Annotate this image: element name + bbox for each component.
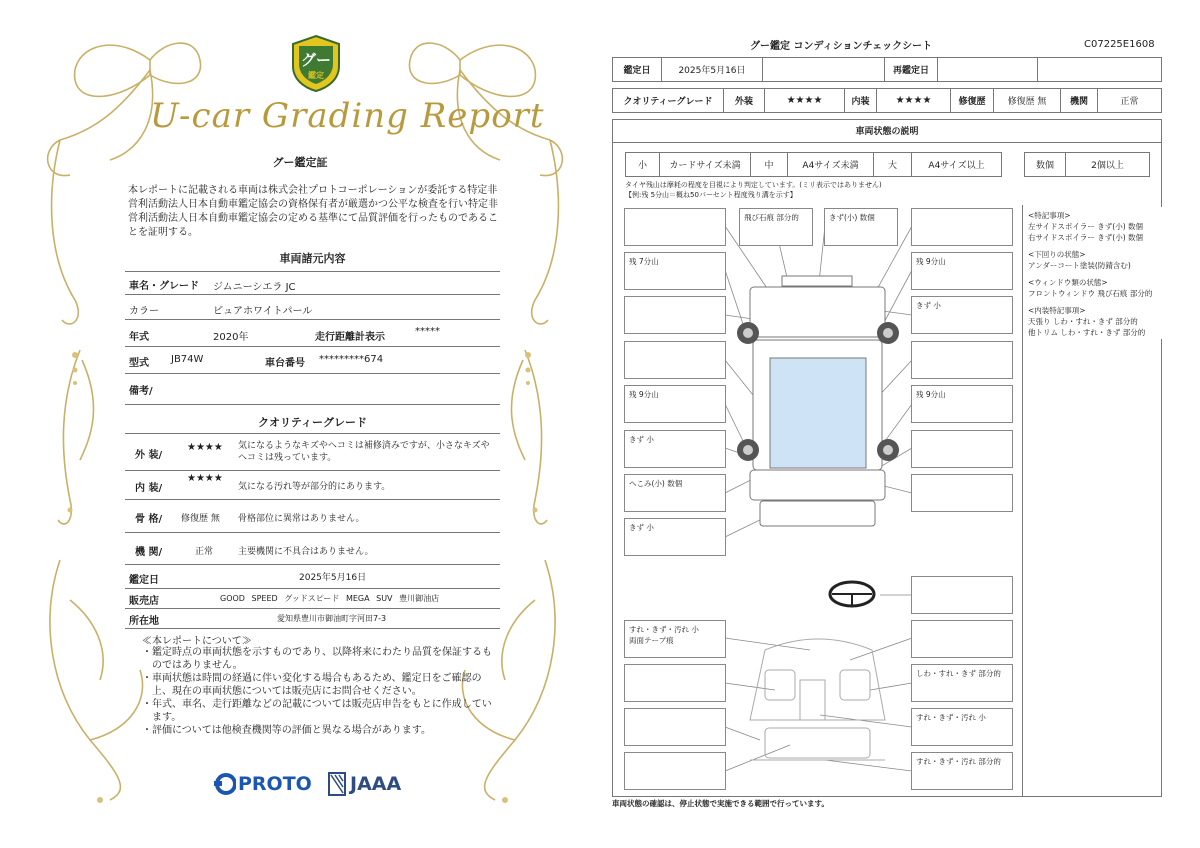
chassis-label: 車台番号 xyxy=(265,358,305,369)
year-label: 年式 xyxy=(129,332,149,343)
quality-row-frame xyxy=(125,500,500,533)
model-label: 型式 xyxy=(129,358,149,369)
damage-text: 残 7分山 xyxy=(629,257,659,266)
jaaa-logo: JAAA xyxy=(350,773,402,795)
frame-label: 骨 格/ xyxy=(135,514,163,525)
exterior-comment: 気になるようなキズやヘコミは補修済みですが、小さなキズやヘコミは残っています。 xyxy=(238,441,490,463)
damage-box xyxy=(624,341,726,379)
date-label-cell: 鑑定日 xyxy=(612,57,662,82)
damage-box xyxy=(911,296,1013,334)
size-large-cell: 大 xyxy=(873,152,912,177)
damage-box xyxy=(911,252,1013,290)
size-large-desc: A4サイズ以上 xyxy=(911,152,1002,177)
damage-box xyxy=(624,385,726,423)
state-title: 車両状態の説明 xyxy=(612,119,1162,143)
damage-box xyxy=(911,708,1013,746)
damage-box xyxy=(624,708,726,746)
size-small-desc: カードサイズ未満 xyxy=(659,152,751,177)
remarks-label: 備考/ xyxy=(129,386,153,397)
name-value: ジムニーシエラ JC xyxy=(213,282,296,293)
damage-box xyxy=(824,208,898,246)
damage-text: きず 小 xyxy=(916,301,941,310)
interior-stars: ★★★★ xyxy=(187,473,223,484)
row-grading-date xyxy=(125,565,500,589)
spec-row-model xyxy=(125,347,500,374)
exterior-label: 外 装/ xyxy=(135,450,163,461)
spec-row-remarks xyxy=(125,374,500,405)
dealer-label: 販売店 xyxy=(129,596,159,607)
repair-label-cell: 修復歴 xyxy=(950,88,994,113)
damage-box xyxy=(624,296,726,334)
notes-list xyxy=(142,646,492,737)
window-title: <ウィンドウ類の状態> xyxy=(1028,278,1108,287)
color-label: カラー xyxy=(129,306,159,317)
note-item: ・評価については他検査機関等の評価と異なる場合があります。 xyxy=(142,725,431,736)
spec-row-year xyxy=(125,320,500,347)
damage-box xyxy=(739,208,813,246)
certificate-title: グー鑑定証 xyxy=(272,156,328,169)
dealer-value: GOOD SPEED グッドスピード MEGA SUV 豊川御油店 xyxy=(220,594,440,603)
script-title: U-car Grading Report xyxy=(150,96,545,136)
count-desc: 2個以上 xyxy=(1065,152,1150,177)
damage-text: きず 小 xyxy=(629,435,654,444)
exterior-label-cell: 外装 xyxy=(723,88,765,113)
damage-text: きず(小) 数個 xyxy=(829,213,875,222)
mileage-value: ***** xyxy=(415,326,440,337)
damage-box xyxy=(624,252,726,290)
damage-box xyxy=(911,341,1013,379)
damage-text: しわ・すれ・きず 部分的 xyxy=(916,669,1001,678)
interior-notes-title: <内装特記事項> xyxy=(1028,306,1086,315)
size-mid-desc: A4サイズ未満 xyxy=(787,152,874,177)
damage-text: 飛び石痕 部分的 xyxy=(744,213,799,222)
damage-box xyxy=(624,664,726,702)
size-mid-cell: 中 xyxy=(750,152,788,177)
engine-label: 機 関/ xyxy=(135,547,163,558)
under-line: アンダーコート塗装(防錆含む) xyxy=(1028,261,1131,270)
damage-box xyxy=(624,518,726,556)
size-small-cell: 小 xyxy=(625,152,660,177)
interior-label: 内 装/ xyxy=(135,483,163,494)
damage-box xyxy=(911,474,1013,512)
color-value: ピュアホワイトパール xyxy=(213,306,313,317)
spec-row-name xyxy=(125,271,500,295)
special-title: <特記事項> xyxy=(1028,211,1071,220)
svg-text:グー: グー xyxy=(300,51,332,69)
year-value: 2020年 xyxy=(213,332,249,343)
quality-label-cell: クオリティーグレード xyxy=(612,88,724,113)
address-label: 所在地 xyxy=(129,616,159,627)
damage-text: 残 9分山 xyxy=(629,390,659,399)
sheet-footer-note: 車両状態の確認は、停止状態で実施できる範囲で行っています。 xyxy=(612,799,829,808)
interior-stars-cell: ★★★★ xyxy=(876,88,951,113)
engine-value: 正常 xyxy=(195,547,214,557)
model-value: JB74W xyxy=(171,354,204,365)
chassis-value: *********674 xyxy=(319,354,384,365)
frame-value: 修復歴 無 xyxy=(181,514,220,524)
damage-box xyxy=(911,620,1013,658)
damage-text: 両面テープ痕 xyxy=(629,636,674,645)
damage-box xyxy=(911,752,1013,790)
sheet-code: C07225E1608 xyxy=(1084,39,1155,50)
damage-box xyxy=(911,430,1013,468)
date-value: 2025年5月16日 xyxy=(299,573,367,583)
damage-text: すれ・きず・汚れ 小 xyxy=(629,625,699,634)
damage-box xyxy=(911,664,1013,702)
interior-notes-line: 他トリム しわ・すれ・きず 部分的 xyxy=(1028,328,1146,337)
damage-text: 残 9分山 xyxy=(916,257,946,266)
interior-notes-line: 天張り しわ・すれ・きず 部分的 xyxy=(1028,317,1138,326)
row-dealer xyxy=(125,589,500,609)
damage-box xyxy=(624,430,726,468)
damage-box xyxy=(624,208,726,246)
date-label: 鑑定日 xyxy=(129,575,159,586)
notes-title: ≪本レポートについて≫ xyxy=(142,636,252,647)
damage-box xyxy=(624,752,726,790)
tire-note: タイヤ残山は摩耗の程度を目視により判定しています。(ミリ表示ではありません) xyxy=(625,181,882,189)
svg-text:鑑定: 鑑定 xyxy=(308,71,324,80)
under-title: <下回りの状態> xyxy=(1028,250,1086,259)
quality-row-engine xyxy=(125,533,500,565)
damage-text: すれ・きず・汚れ 小 xyxy=(916,713,986,722)
damage-text: きず 小 xyxy=(629,523,654,532)
proto-logo: PROTO xyxy=(238,773,312,795)
quality-row-exterior xyxy=(125,433,500,471)
damage-text: すれ・きず・汚れ 部分的 xyxy=(916,757,1001,766)
engine-label-cell: 機関 xyxy=(1060,88,1098,113)
damage-box xyxy=(624,620,726,658)
exterior-stars: ★★★★ xyxy=(187,442,223,453)
date-value-cell: 2025年5月16日 xyxy=(661,57,763,82)
sheet-title: グー鑑定 コンディションチェックシート xyxy=(750,41,933,52)
condition-check-sheet xyxy=(600,0,1200,848)
damage-text: 残 9分山 xyxy=(916,390,946,399)
damage-box xyxy=(911,576,1013,614)
engine-comment: 主要機関に不具合はありません。 xyxy=(238,547,374,557)
note-item: ・鑑定時点の車両状態を示すものであり、以降将来にわたり品質を保証するものではありません。 xyxy=(142,647,492,671)
tire-note-example: 【例:残 5分山＝概ね50パーセント程度残り溝を示す】 xyxy=(625,191,797,199)
damage-box xyxy=(624,474,726,512)
quality-row-interior xyxy=(125,470,500,500)
address-value: 愛知県豊川市御油町字河田7-3 xyxy=(277,614,387,623)
note-item: ・年式、車名、走行距離などの記載については販売店申告をもとに作成しています。 xyxy=(142,699,492,723)
count-cell: 数個 xyxy=(1024,152,1066,177)
certificate-statement: 本レポートに記載される車両は株式会社プロトコーポレーションが委託する特定非営利活動法人日本自動車鑑定協会の資格保有者が厳選かつ公平な検査を行い特定非営利活動法人日本自動車鑑定協会の定める基準にて品質評価を行ったものであることを証明する。 xyxy=(128,185,498,238)
damage-text: へこみ(小) 数個 xyxy=(629,479,683,488)
jaaa-logo-icon xyxy=(327,771,347,797)
damage-box xyxy=(911,385,1013,423)
interior-label-cell: 内装 xyxy=(844,88,877,113)
window-line: フロントウィンドウ 飛び石痕 部分的 xyxy=(1028,289,1153,298)
proto-logo-icon xyxy=(214,772,236,796)
damage-box xyxy=(911,208,1013,246)
row-address xyxy=(125,609,500,629)
note-item: ・車両状態は時間の経過に伴い変化する場合もあるため、鑑定日をご確認の上、現在の車両状態については販売店にお問合せください。 xyxy=(142,673,482,697)
spec-row-color xyxy=(125,294,500,320)
exterior-stars-cell: ★★★★ xyxy=(764,88,845,113)
repair-value-cell: 修復歴 無 xyxy=(993,88,1061,113)
quality-section-title: クオリティーグレード xyxy=(258,416,367,429)
engine-value-cell: 正常 xyxy=(1097,88,1162,113)
interior-comment: 気になる汚れ等が部分的にあります。 xyxy=(238,482,391,492)
mileage-label: 走行距離計表示 xyxy=(315,332,385,343)
frame-comment: 骨格部位に異常はありません。 xyxy=(238,514,365,524)
redate-label-cell: 再鑑定日 xyxy=(884,57,938,82)
special-line: 左サイドスポイラー きず(小) 数個 xyxy=(1028,222,1144,231)
special-line: 右サイドスポイラー きず(小) 数個 xyxy=(1028,233,1144,242)
spec-section-title: 車両諸元内容 xyxy=(279,252,346,265)
goo-kantei-logo xyxy=(289,34,343,92)
name-label: 車名・グレード xyxy=(129,281,199,292)
